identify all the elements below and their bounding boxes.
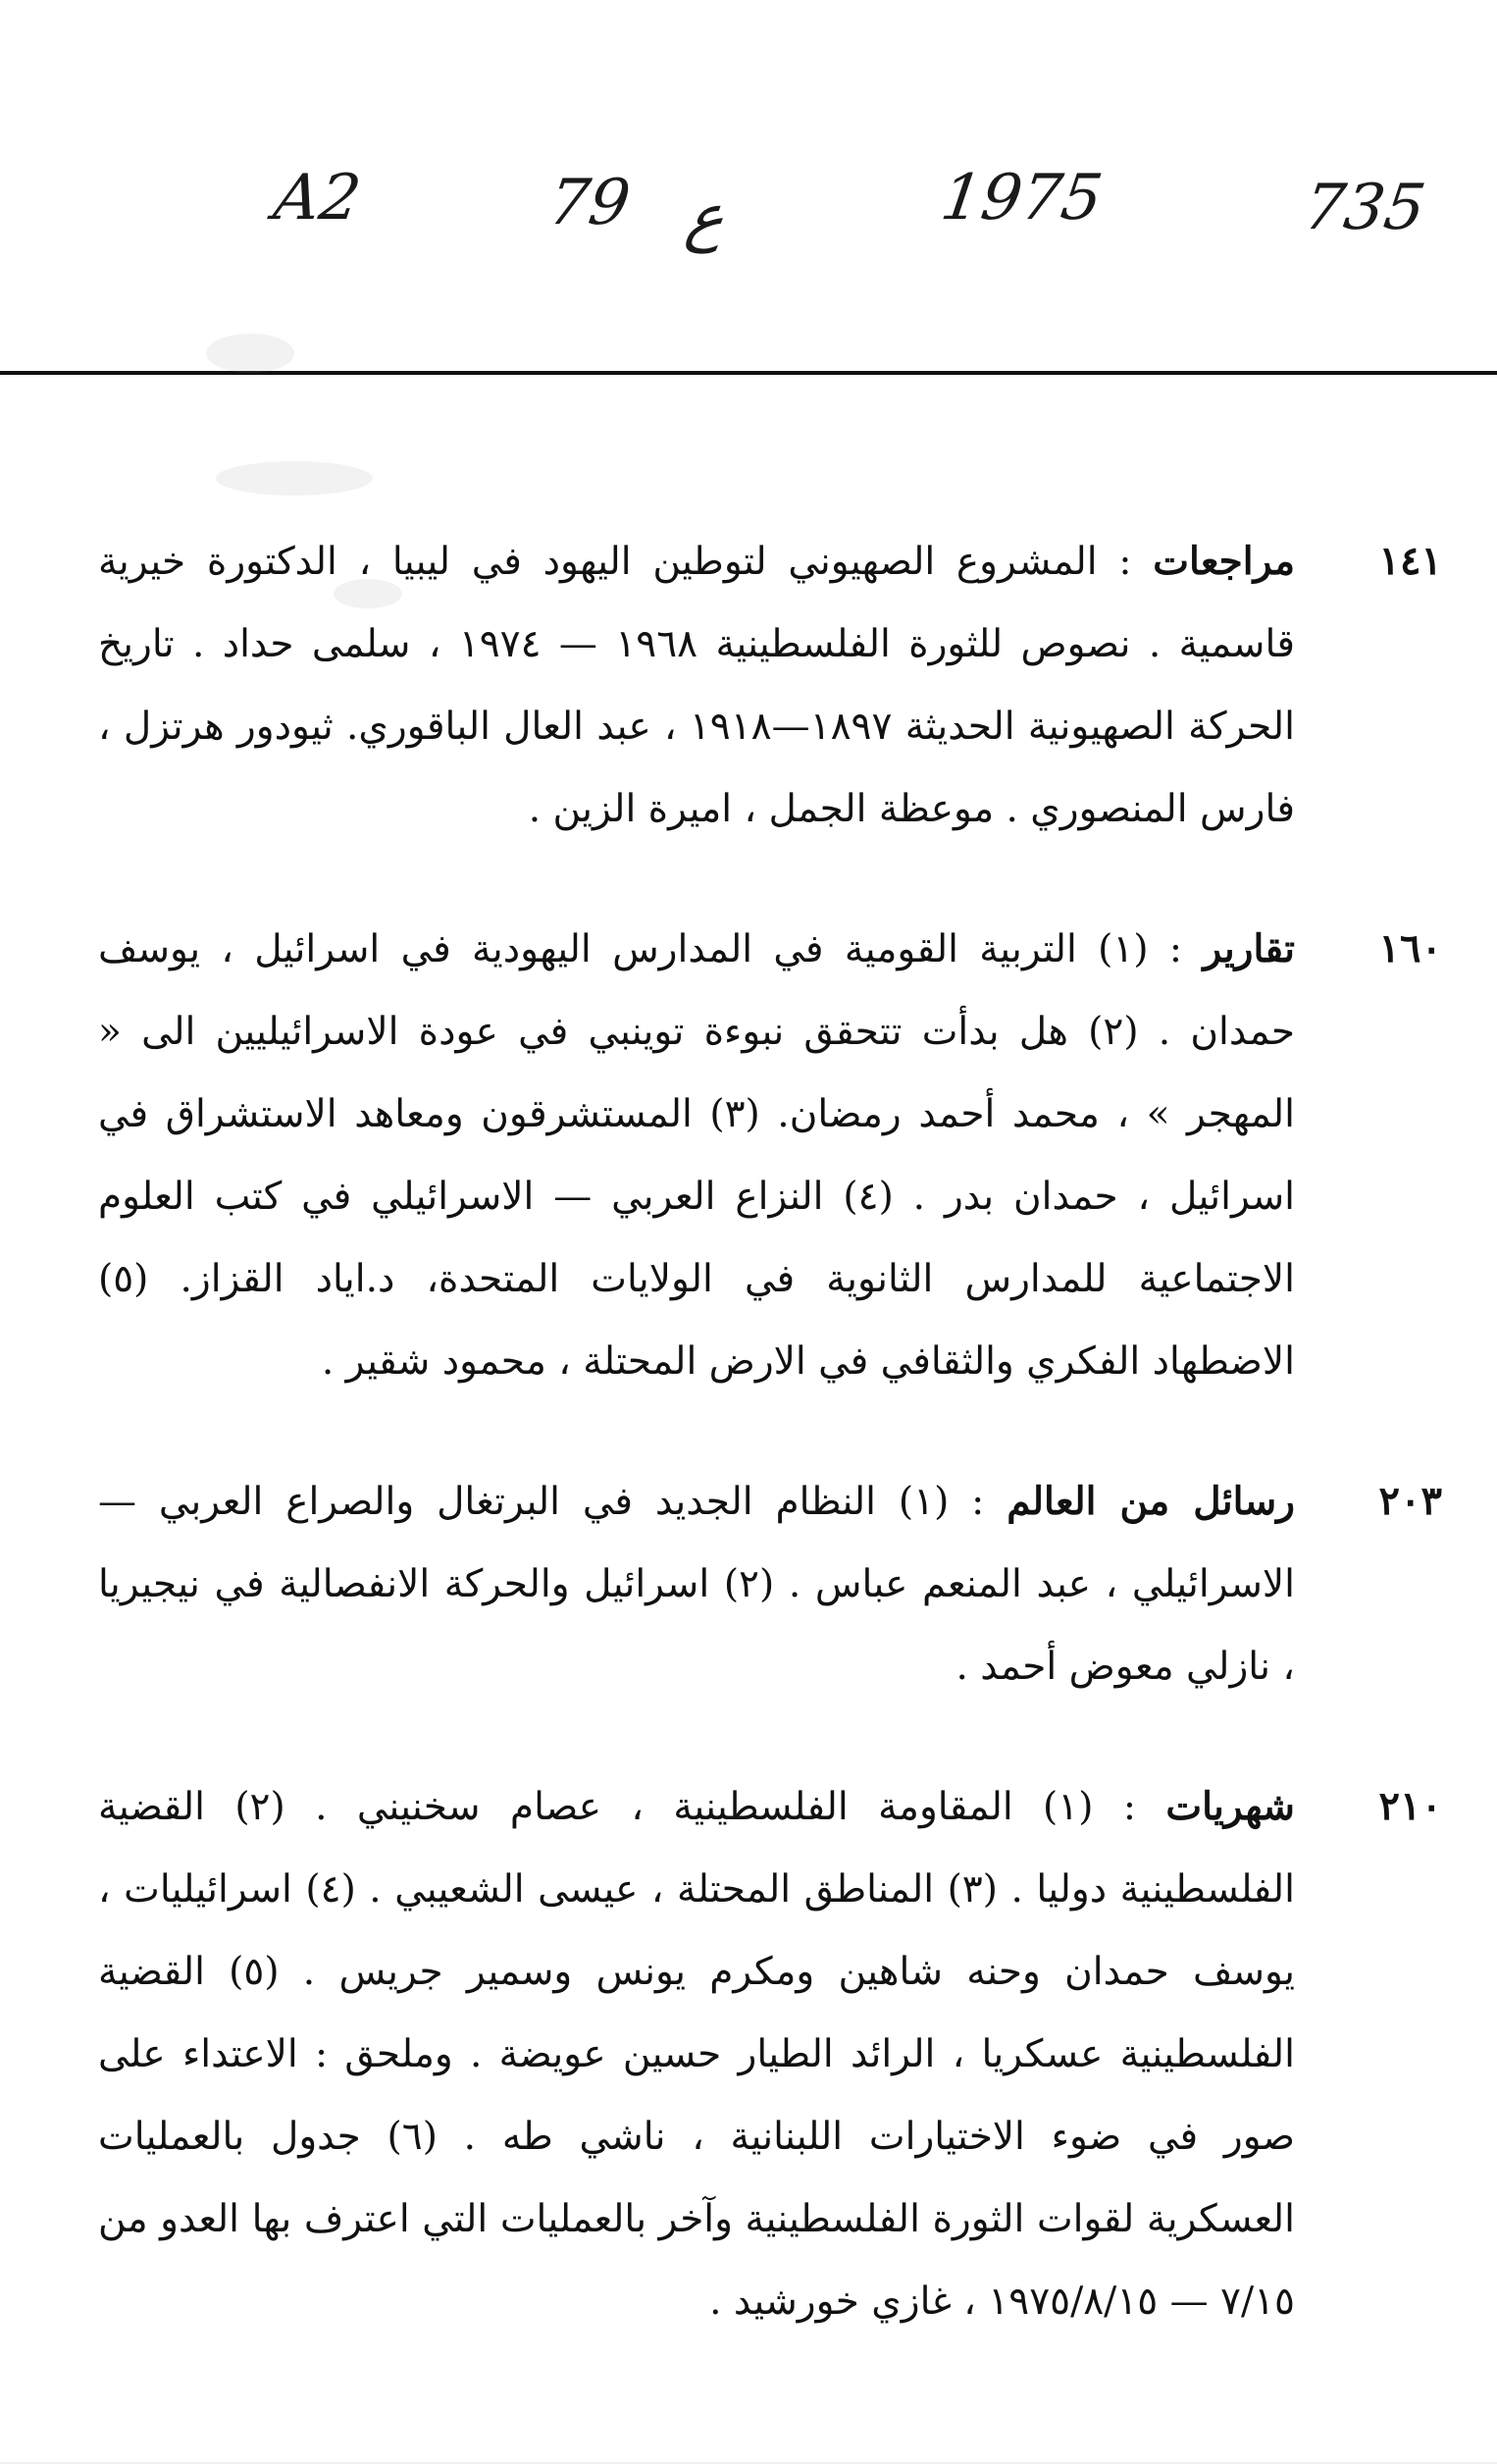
- entry-text: [98, 1460, 1295, 1708]
- entry-heading: مراجعات: [1153, 539, 1295, 584]
- index-entry: [98, 1765, 1442, 2343]
- entry-text: [98, 908, 1295, 1403]
- entry-text: [98, 520, 1295, 851]
- page-number: ١٦٠: [1378, 925, 1442, 971]
- index-entries: [98, 520, 1442, 2400]
- page-number: ١٤١: [1378, 538, 1442, 584]
- page-number: ٢٠٣: [1378, 1478, 1442, 1524]
- index-entry: [98, 520, 1442, 851]
- handwritten-header: [0, 147, 1497, 275]
- entry-text: [98, 1765, 1295, 2343]
- scan-smudge: [206, 334, 294, 373]
- entry-body: : المشروع الصهيوني لتوطين اليهود في ليبيا ، الدكتورة خيرية قاسمية . نصوص للثورة الفلسطينية ١٩٦٨ — ١٩٧٤ ، سلمى حداد . تاريخ الحركة الصهيونية الحديثة ١٨٩٧—١٩١٨ ، عبد العال الباقوري. ثيودور هرتزل ، فارس المنصوري . موعظة الجمل ، اميرة الزين .: [98, 540, 1295, 831]
- page-number: ٢١٠: [1378, 1783, 1442, 1829]
- index-entry: [98, 908, 1442, 1403]
- entry-heading: تقارير: [1203, 926, 1295, 971]
- handwritten-mark: 79: [543, 167, 635, 239]
- handwritten-mark: 735: [1299, 172, 1430, 244]
- entry-heading: رسائل من العالم: [1007, 1479, 1295, 1524]
- entry-body: : (١) التربية القومية في المدارس اليهودية في اسرائيل ، يوسف حمدان . (٢) هل بدأت تتحقق نبوءة توينبي في عودة الاسرائيليين الى « المهجر » ، محمد أحمد رمضان. (٣) المستشرقون ومعاهد الاستشراق في اسرائيل ، حمدان بدر . (٤) النزاع العربي — الاسرائيلي في كتب العلوم الاجتماعية للمدارس الثانوية في الولايات المتحدة، د.اياد القزاز. (٥) الاضطهاد الفكري والثقافي في الارض المحتلة ، محمود شقير .: [98, 927, 1295, 1384]
- handwritten-mark: ع: [681, 182, 730, 254]
- entry-body: : (١) النظام الجديد في البرتغال والصراع العربي — الاسرائيلي ، عبد المنعم عباس . (٢) اسرائيل والحركة الانفصالية في نيجيريا ، نازلي معوض أحمد .: [98, 1480, 1296, 1689]
- entry-body: : (١) المقاومة الفلسطينية ، عصام سخنيني . (٢) القضية الفلسطينية دوليا . (٣) المناطق المحتلة ، عيسى الشعيبي . (٤) اسرائيليات ، يوسف حمدان وحنه شاهين ومكرم يونس وسمير جريس . (٥) القضية الفلسطينية عسكريا ، الرائد الطيار حسين عويضة . وملحق : الاعتداء على صور في ضوء الاختيارات اللبنانية ، ناشي طه . (٦) جدول بالعمليات العسكرية لقوات الثورة الفلسطينية وآخر بالعمليات التي اعترف بها العدو من ٧/١٥ — ١٩٧٥/٨/١٥ ، غازي خورشيد .: [98, 1785, 1296, 2324]
- index-entry: [98, 1460, 1442, 1708]
- header-divider: [0, 371, 1497, 375]
- handwritten-mark: 1975: [936, 162, 1108, 235]
- handwritten-mark: A2: [269, 162, 366, 235]
- entry-heading: شهريات: [1165, 1784, 1295, 1829]
- scan-smudge: [216, 461, 373, 496]
